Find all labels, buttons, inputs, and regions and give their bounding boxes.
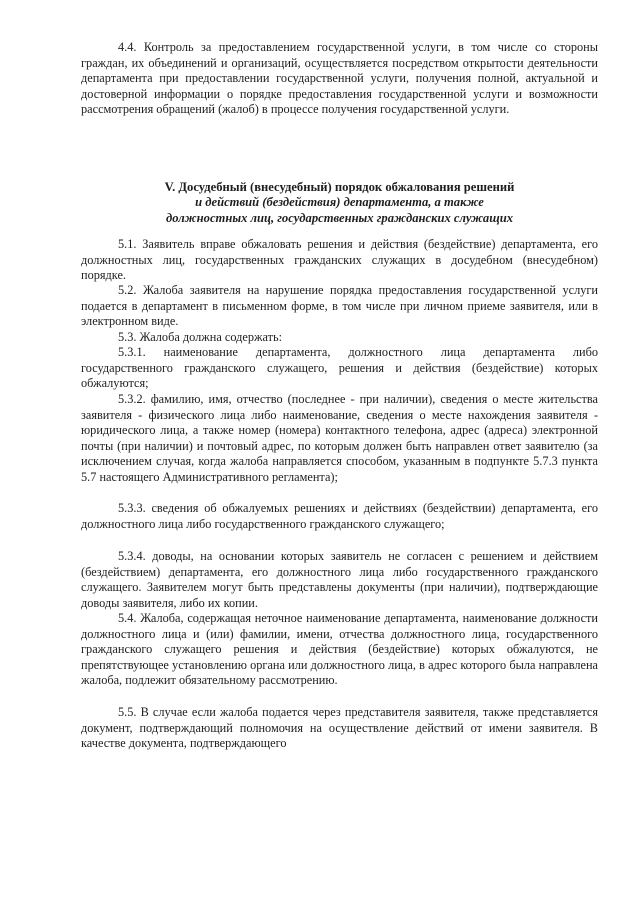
section-heading-line-1: V. Досудебный (внесудебный) порядок обжалования решений — [164, 180, 515, 194]
paragraph-5-3-2: 5.3.2. фамилию, имя, отчество (последнее - при наличии), сведения о месте жительства заявителя - физического лица либо наименование, сведения о месте нахождения заявителя - юридического лица, а также номер (номера) контактного телефона, адрес (адреса) электронной почты (при наличии) и почтовый адрес, по которым должен быть направлен ответ заявителю (за исключением случая, когда жалоба направляется способом, указанным в подпункте 5.7.3 пункта 5.7 настоящего Административного регламента); — [81, 392, 598, 484]
section-heading — [81, 180, 598, 226]
paragraph-4-4: 4.4. Контроль за предоставлением государственной услуги, в том числе со стороны граждан, их объединений и организаций, осуществляется посредством открытости деятельности департамента при предоставлении государственной услуги, получения полной, актуальной и достоверной информации о порядке предоставления государственной услуги и возможности рассмотрения обращений (жалоб) в процессе получения государственной услуги. — [81, 40, 598, 117]
section-heading-line-3: должностных лиц, государственных гражданских служащих — [165, 210, 514, 225]
paragraph-5-2: 5.2. Жалоба заявителя на нарушение порядка предоставления государственной услуги подается в департамент в письменном форме, в том числе при личном приеме заявителя, или в электронном виде. — [81, 283, 598, 329]
paragraph-5-5: 5.5. В случае если жалоба подается через представителя заявителя, также представляется документ, подтверждающий полномочия на осуществление действий от имени заявителя. В качестве документа, подтверждающего — [81, 705, 598, 751]
paragraph-5-4: 5.4. Жалоба, содержащая неточное наименование департамента, наименование должности должностного лица и (или) фамилии, имени, отчества должностного лица, государственного гражданского служащего решения и действия (бездействие) которых обжалуются, не препятствующее установлению органа или должностного лица, в адрес которого была направлена жалоба, подлежит обязательному рассмотрению. — [81, 611, 598, 688]
paragraph-5-3-4: 5.3.4. доводы, на основании которых заявитель не согласен с решением и действием (бездействием) департамента, его должностного лица либо государственного гражданского служащего. Заявителем могут быть представлены документы (при наличии), подтверждающие доводы заявителя, либо их копии. — [81, 549, 598, 610]
paragraph-5-3-3: 5.3.3. сведения об обжалуемых решениях и действиях (бездействии) департамента, его должностного лица либо государственного гражданского служащего; — [81, 501, 598, 531]
paragraph-5-3-1: 5.3.1. наименование департамента, должностного лица департамента либо государственного гражданского служащего, решения и действия (бездействие) которых обжалуются; — [81, 345, 598, 391]
paragraph-5-1: 5.1. Заявитель вправе обжаловать решения и действия (бездействие) департамента, его должностных лиц, государственных гражданских служащих в досудебном (внесудебном) порядке. — [81, 237, 598, 283]
section-heading-line-2: и действий (бездействия) департамента, а также — [195, 195, 484, 210]
paragraph-5-3: 5.3. Жалоба должна содержать: — [118, 330, 283, 344]
